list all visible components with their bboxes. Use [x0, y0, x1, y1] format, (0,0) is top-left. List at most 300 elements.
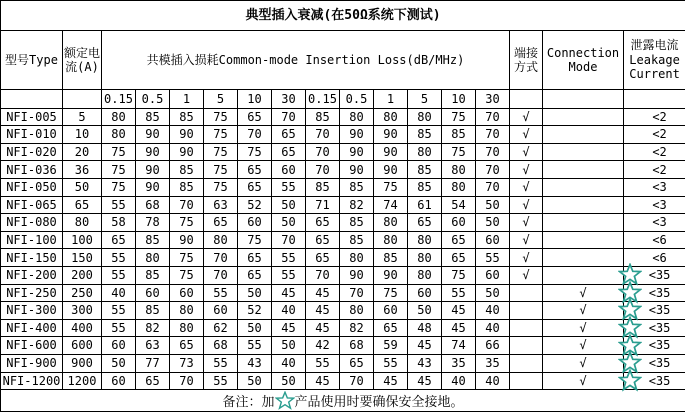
loss-value-cell: 65: [340, 354, 374, 372]
table-row: [1, 372, 685, 390]
loss-value-cell: 85: [408, 179, 442, 197]
termination-check-cell: √: [510, 161, 543, 179]
loss-value-cell: 75: [102, 179, 136, 197]
loss-value-cell: 90: [374, 161, 408, 179]
loss-value-cell: 80: [204, 231, 238, 249]
loss-value-cell: 80: [408, 143, 442, 161]
loss-value-cell: 74: [442, 337, 476, 355]
loss-value-cell: 55: [204, 354, 238, 372]
rated-current-cell: 200: [63, 267, 102, 285]
loss-value-cell: 75: [170, 267, 204, 285]
loss-value-cell: 75: [204, 179, 238, 197]
loss-value-cell: 75: [442, 143, 476, 161]
leakage-cell: [624, 196, 685, 214]
connection-mode-check-cell: [543, 126, 624, 144]
model-cell: NFI-005: [1, 108, 63, 126]
loss-value-cell: 75: [374, 179, 408, 197]
loss-value-cell: 70: [306, 126, 340, 144]
model-cell: NFI-100: [1, 231, 63, 249]
rated-current-cell: 80: [63, 214, 102, 232]
termination-check-cell: √: [510, 108, 543, 126]
leakage-cell: [624, 126, 685, 144]
loss-value-cell: 90: [170, 143, 204, 161]
loss-value-cell: 42: [306, 337, 340, 355]
loss-value-cell: 50: [272, 196, 306, 214]
termination-check-cell: √: [510, 231, 543, 249]
loss-value-cell: 80: [408, 231, 442, 249]
connection-mode-check-cell: [543, 161, 624, 179]
loss-value-cell: 60: [272, 161, 306, 179]
loss-value-cell: 60: [408, 284, 442, 302]
loss-value-cell: 75: [204, 143, 238, 161]
loss-value-cell: 60: [442, 214, 476, 232]
connection-mode-check-cell: √: [543, 284, 624, 302]
rated-current-cell: 300: [63, 302, 102, 320]
col-header-type: 型号Type: [1, 31, 63, 90]
leakage-value: <35: [648, 268, 671, 283]
loss-value-cell: 80: [408, 249, 442, 267]
rated-current-cell: 400: [63, 319, 102, 337]
loss-value-cell: 70: [306, 161, 340, 179]
loss-value-cell: 55: [374, 354, 408, 372]
connection-mode-check-cell: √: [543, 337, 624, 355]
loss-value-cell: 70: [476, 179, 510, 197]
leakage-cell: [624, 302, 685, 320]
loss-value-cell: 68: [340, 337, 374, 355]
loss-value-cell: 55: [102, 196, 136, 214]
loss-value-cell: 90: [170, 126, 204, 144]
loss-value-cell: 75: [170, 249, 204, 267]
rated-current-cell: 250: [63, 284, 102, 302]
frequency-cell: 10: [442, 90, 476, 109]
frequency-cell: 30: [272, 90, 306, 109]
loss-value-cell: 75: [204, 161, 238, 179]
loss-value-cell: 90: [136, 179, 170, 197]
loss-value-cell: 48: [408, 319, 442, 337]
footnote: [1, 390, 685, 412]
loss-value-cell: 82: [340, 196, 374, 214]
table-row: [1, 214, 685, 232]
loss-value-cell: 55: [272, 249, 306, 267]
rated-current-cell: 5: [63, 108, 102, 126]
termination-check-cell: √: [510, 267, 543, 285]
loss-value-cell: 65: [238, 161, 272, 179]
loss-value-cell: 40: [476, 302, 510, 320]
star-icon: [275, 391, 295, 411]
loss-value-cell: 75: [204, 126, 238, 144]
connection-mode-check-cell: [543, 108, 624, 126]
loss-value-cell: 85: [170, 161, 204, 179]
loss-value-cell: 90: [374, 143, 408, 161]
loss-value-cell: 80: [408, 267, 442, 285]
loss-value-cell: 40: [476, 319, 510, 337]
loss-value-cell: 58: [102, 214, 136, 232]
loss-value-cell: 80: [340, 302, 374, 320]
loss-value-cell: 75: [238, 143, 272, 161]
freq-empty-cell: [543, 90, 624, 109]
rated-current-cell: 50: [63, 179, 102, 197]
note-row: [1, 390, 685, 412]
loss-value-cell: 50: [476, 196, 510, 214]
leakage-cell: [624, 143, 685, 161]
model-cell: NFI-036: [1, 161, 63, 179]
table-row: [1, 108, 685, 126]
loss-value-cell: 50: [238, 319, 272, 337]
leakage-cell: [624, 249, 685, 267]
loss-value-cell: 85: [408, 126, 442, 144]
loss-value-cell: 45: [442, 302, 476, 320]
frequency-cell: 0.15: [102, 90, 136, 109]
termination-check-cell: √: [510, 249, 543, 267]
connection-mode-check-cell: √: [543, 354, 624, 372]
loss-value-cell: 52: [238, 302, 272, 320]
loss-value-cell: 80: [374, 214, 408, 232]
loss-value-cell: 80: [374, 231, 408, 249]
loss-value-cell: 45: [442, 319, 476, 337]
loss-value-cell: 90: [340, 126, 374, 144]
leakage-cell: [624, 354, 685, 372]
loss-value-cell: 75: [374, 284, 408, 302]
frequency-cell: 0.5: [136, 90, 170, 109]
rated-current-cell: 10: [63, 126, 102, 144]
termination-check-cell: [510, 284, 543, 302]
model-cell: NFI-200: [1, 267, 63, 285]
table-row: [1, 249, 685, 267]
table-row: [1, 196, 685, 214]
loss-value-cell: 70: [306, 267, 340, 285]
loss-value-cell: 60: [374, 302, 408, 320]
loss-value-cell: 35: [442, 354, 476, 372]
loss-value-cell: 55: [102, 302, 136, 320]
model-cell: NFI-050: [1, 179, 63, 197]
loss-value-cell: 70: [170, 372, 204, 390]
loss-value-cell: 90: [374, 267, 408, 285]
model-cell: NFI-020: [1, 143, 63, 161]
table-row: [1, 126, 685, 144]
loss-value-cell: 77: [136, 354, 170, 372]
termination-check-cell: √: [510, 179, 543, 197]
loss-value-cell: 80: [442, 161, 476, 179]
loss-value-cell: 45: [306, 302, 340, 320]
rated-current-cell: 36: [63, 161, 102, 179]
connection-mode-check-cell: √: [543, 302, 624, 320]
loss-value-cell: 65: [238, 108, 272, 126]
header-row: [1, 31, 685, 90]
loss-value-cell: 55: [238, 337, 272, 355]
loss-value-cell: 60: [238, 214, 272, 232]
col-header-termination: 端接方式: [510, 31, 543, 90]
rated-current-cell: 65: [63, 196, 102, 214]
loss-value-cell: 50: [476, 284, 510, 302]
loss-value-cell: 85: [136, 108, 170, 126]
frequency-cell: 0.5: [340, 90, 374, 109]
termination-check-cell: [510, 337, 543, 355]
table-title: 典型插入衰减(在50Ω系统下测试): [1, 1, 685, 31]
loss-value-cell: 90: [136, 161, 170, 179]
leakage-value: <2: [652, 109, 667, 124]
loss-value-cell: 85: [170, 179, 204, 197]
loss-value-cell: 78: [136, 214, 170, 232]
loss-value-cell: 55: [102, 249, 136, 267]
loss-value-cell: 70: [340, 372, 374, 390]
loss-value-cell: 40: [442, 372, 476, 390]
loss-value-cell: 50: [476, 214, 510, 232]
loss-value-cell: 45: [272, 319, 306, 337]
frequency-cell: 10: [238, 90, 272, 109]
loss-value-cell: 55: [306, 354, 340, 372]
rated-current-cell: 20: [63, 143, 102, 161]
table-row: [1, 267, 685, 285]
loss-value-cell: 65: [272, 126, 306, 144]
frequency-cell: 1: [374, 90, 408, 109]
loss-value-cell: 70: [476, 161, 510, 179]
frequency-cell: 0.15: [306, 90, 340, 109]
model-cell: NFI-250: [1, 284, 63, 302]
loss-value-cell: 65: [306, 231, 340, 249]
loss-value-cell: 80: [102, 108, 136, 126]
loss-value-cell: 54: [442, 196, 476, 214]
loss-value-cell: 65: [102, 231, 136, 249]
loss-value-cell: 85: [442, 126, 476, 144]
loss-value-cell: 40: [272, 302, 306, 320]
leakage-value: <2: [652, 127, 667, 142]
loss-value-cell: 45: [306, 372, 340, 390]
termination-check-cell: [510, 354, 543, 372]
loss-value-cell: 80: [102, 126, 136, 144]
loss-value-cell: 62: [204, 319, 238, 337]
loss-value-cell: 85: [136, 302, 170, 320]
leakage-cell: [624, 284, 685, 302]
loss-value-cell: 90: [340, 267, 374, 285]
loss-value-cell: 45: [374, 372, 408, 390]
leakage-cell: [624, 161, 685, 179]
loss-value-cell: 80: [170, 319, 204, 337]
loss-value-cell: 40: [272, 354, 306, 372]
leakage-value: <35: [648, 285, 671, 300]
freq-empty-cell: [1, 90, 63, 109]
loss-value-cell: 60: [136, 284, 170, 302]
loss-value-cell: 75: [238, 231, 272, 249]
loss-value-cell: 80: [136, 249, 170, 267]
col-header-connection-mode: Connection Mode: [543, 31, 624, 90]
loss-value-cell: 65: [136, 372, 170, 390]
loss-value-cell: 85: [340, 179, 374, 197]
termination-check-cell: √: [510, 196, 543, 214]
rated-current-cell: 600: [63, 337, 102, 355]
table-row: [1, 302, 685, 320]
loss-value-cell: 70: [476, 108, 510, 126]
loss-value-cell: 85: [340, 231, 374, 249]
loss-value-cell: 60: [170, 284, 204, 302]
loss-value-cell: 90: [374, 126, 408, 144]
leakage-value: <35: [648, 320, 671, 335]
loss-value-cell: 70: [306, 143, 340, 161]
col-header-insertion-loss: 共模插入损耗Common-mode Insertion Loss(dB/MHz): [102, 31, 510, 90]
loss-value-cell: 80: [170, 302, 204, 320]
title-row: [1, 1, 685, 31]
loss-value-cell: 65: [204, 214, 238, 232]
loss-value-cell: 50: [238, 284, 272, 302]
loss-value-cell: 63: [136, 337, 170, 355]
model-cell: NFI-1200: [1, 372, 63, 390]
loss-value-cell: 55: [476, 249, 510, 267]
loss-value-cell: 68: [204, 337, 238, 355]
model-cell: NFI-600: [1, 337, 63, 355]
model-cell: NFI-080: [1, 214, 63, 232]
model-cell: NFI-065: [1, 196, 63, 214]
loss-value-cell: 50: [272, 214, 306, 232]
loss-value-cell: 65: [306, 249, 340, 267]
freq-empty-cell: [63, 90, 102, 109]
connection-mode-check-cell: [543, 231, 624, 249]
loss-value-cell: 63: [204, 196, 238, 214]
loss-value-cell: 80: [340, 108, 374, 126]
loss-value-cell: 52: [238, 196, 272, 214]
table-row: [1, 319, 685, 337]
freq-empty-cell: [624, 90, 685, 109]
loss-value-cell: 60: [102, 337, 136, 355]
leakage-value: <35: [648, 356, 671, 371]
loss-value-cell: 50: [102, 354, 136, 372]
loss-value-cell: 65: [374, 319, 408, 337]
connection-mode-check-cell: √: [543, 319, 624, 337]
loss-value-cell: 65: [238, 249, 272, 267]
loss-value-cell: 59: [374, 337, 408, 355]
loss-value-cell: 85: [170, 108, 204, 126]
leakage-cell: [624, 214, 685, 232]
loss-value-cell: 60: [204, 302, 238, 320]
loss-value-cell: 90: [340, 143, 374, 161]
leakage-cell: [624, 319, 685, 337]
rated-current-cell: 150: [63, 249, 102, 267]
freq-empty-cell: [510, 90, 543, 109]
loss-value-cell: 66: [476, 337, 510, 355]
loss-value-cell: 55: [272, 179, 306, 197]
loss-value-cell: 85: [306, 179, 340, 197]
model-cell: NFI-300: [1, 302, 63, 320]
loss-value-cell: 50: [238, 372, 272, 390]
loss-value-cell: 50: [272, 337, 306, 355]
loss-value-cell: 70: [272, 108, 306, 126]
col-header-rated-current: 额定电流(A): [63, 31, 102, 90]
loss-value-cell: 55: [102, 267, 136, 285]
loss-value-cell: 85: [340, 214, 374, 232]
connection-mode-check-cell: [543, 143, 624, 161]
leakage-cell: [624, 267, 685, 285]
leakage-value: <35: [648, 338, 671, 353]
model-cell: NFI-900: [1, 354, 63, 372]
loss-value-cell: 75: [442, 267, 476, 285]
model-cell: NFI-150: [1, 249, 63, 267]
loss-value-cell: 43: [238, 354, 272, 372]
col-header-leakage-current: 泄露电流Leakage Current: [624, 31, 685, 90]
loss-value-cell: 90: [136, 143, 170, 161]
loss-value-cell: 45: [272, 284, 306, 302]
loss-value-cell: 90: [136, 126, 170, 144]
loss-value-cell: 82: [136, 319, 170, 337]
loss-value-cell: 65: [272, 143, 306, 161]
leakage-value: <3: [652, 197, 667, 212]
frequency-cell: 5: [408, 90, 442, 109]
loss-value-cell: 45: [408, 337, 442, 355]
connection-mode-check-cell: [543, 214, 624, 232]
loss-value-cell: 73: [170, 354, 204, 372]
table-row: [1, 179, 685, 197]
loss-value-cell: 85: [306, 108, 340, 126]
loss-value-cell: 70: [170, 196, 204, 214]
loss-value-cell: 85: [136, 231, 170, 249]
loss-value-cell: 45: [306, 284, 340, 302]
loss-value-cell: 68: [136, 196, 170, 214]
termination-check-cell: √: [510, 143, 543, 161]
loss-value-cell: 75: [102, 143, 136, 161]
loss-value-cell: 55: [102, 319, 136, 337]
loss-value-cell: 70: [204, 249, 238, 267]
loss-value-cell: 55: [442, 284, 476, 302]
footnote-prefix: 备注：加: [222, 394, 275, 410]
leakage-value: <35: [648, 303, 671, 318]
leakage-cell: [624, 231, 685, 249]
frequency-cell: 5: [204, 90, 238, 109]
loss-value-cell: 75: [170, 214, 204, 232]
loss-value-cell: 71: [306, 196, 340, 214]
table-row: [1, 231, 685, 249]
termination-check-cell: √: [510, 214, 543, 232]
loss-value-cell: 74: [374, 196, 408, 214]
model-cell: NFI-010: [1, 126, 63, 144]
table-row: [1, 354, 685, 372]
leakage-value: <3: [652, 215, 667, 230]
loss-value-cell: 40: [476, 372, 510, 390]
connection-mode-check-cell: [543, 179, 624, 197]
loss-value-cell: 80: [442, 179, 476, 197]
loss-value-cell: 65: [442, 231, 476, 249]
rated-current-cell: 100: [63, 231, 102, 249]
loss-value-cell: 43: [408, 354, 442, 372]
loss-value-cell: 50: [408, 302, 442, 320]
table-row: [1, 337, 685, 355]
rated-current-cell: 900: [63, 354, 102, 372]
loss-value-cell: 65: [408, 214, 442, 232]
connection-mode-check-cell: [543, 249, 624, 267]
loss-value-cell: 55: [272, 267, 306, 285]
loss-value-cell: 65: [306, 214, 340, 232]
leakage-value: <35: [648, 373, 671, 388]
loss-value-cell: 65: [442, 249, 476, 267]
loss-value-cell: 90: [340, 161, 374, 179]
loss-value-cell: 70: [238, 126, 272, 144]
frequency-row: [1, 90, 685, 109]
loss-value-cell: 60: [476, 231, 510, 249]
loss-value-cell: 45: [306, 319, 340, 337]
connection-mode-check-cell: √: [543, 372, 624, 390]
leakage-cell: [624, 372, 685, 390]
loss-value-cell: 70: [476, 143, 510, 161]
loss-value-cell: 61: [408, 196, 442, 214]
loss-value-cell: 75: [102, 161, 136, 179]
table-row: [1, 161, 685, 179]
loss-value-cell: 82: [340, 319, 374, 337]
leakage-cell: [624, 179, 685, 197]
loss-value-cell: 70: [476, 126, 510, 144]
loss-value-cell: 60: [102, 372, 136, 390]
loss-value-cell: 85: [136, 267, 170, 285]
connection-mode-check-cell: [543, 267, 624, 285]
loss-value-cell: 50: [272, 372, 306, 390]
leakage-value: <2: [652, 162, 667, 177]
loss-value-cell: 65: [170, 337, 204, 355]
loss-value-cell: 85: [374, 249, 408, 267]
